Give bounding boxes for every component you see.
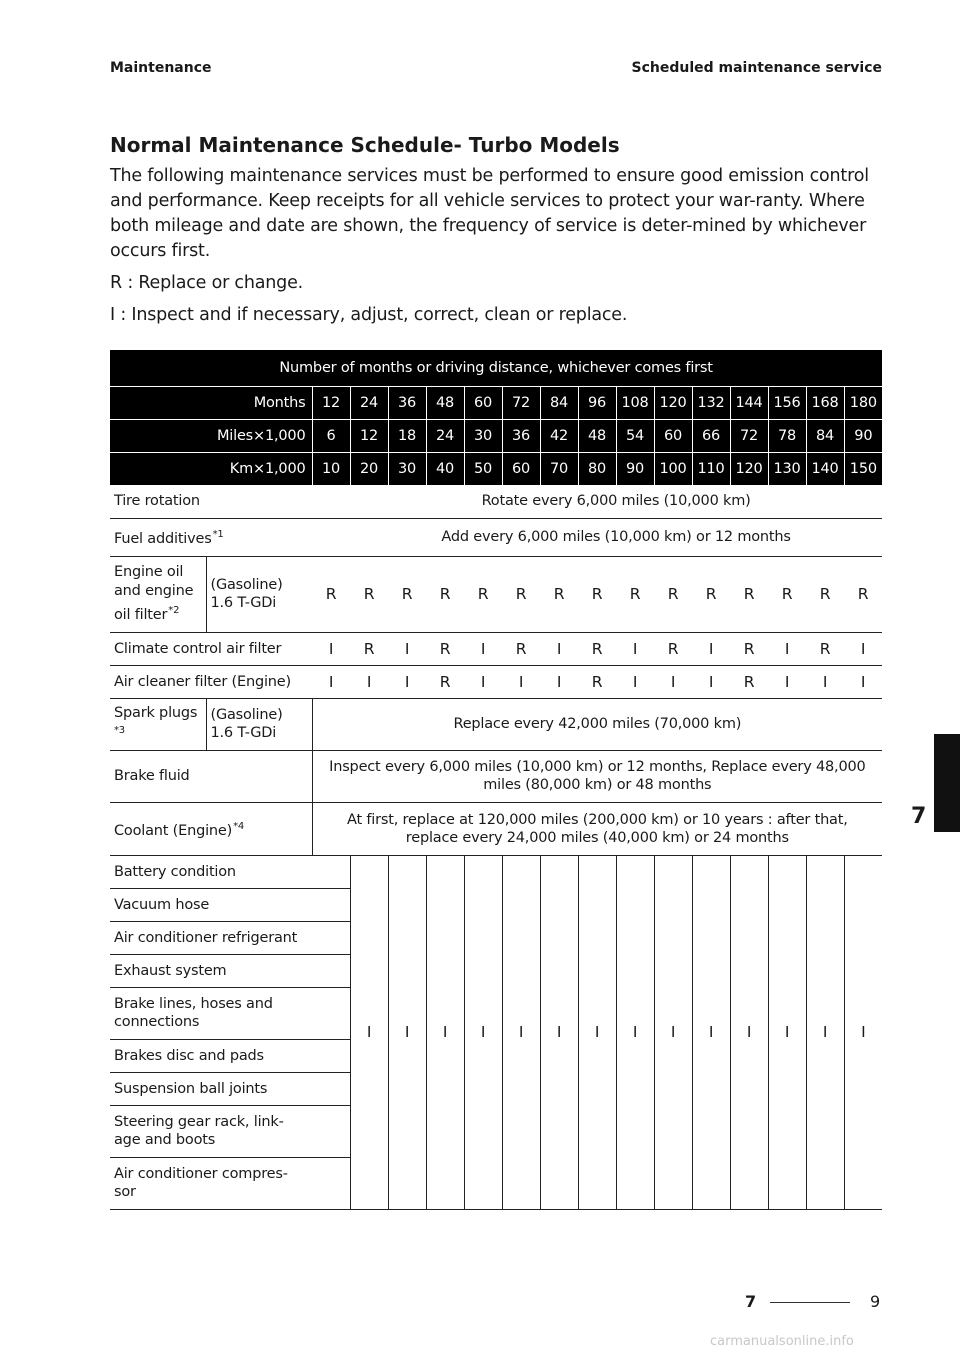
months-cell: 108 (616, 386, 654, 419)
km-cell: 10 (312, 452, 350, 485)
schedule-cell: I (312, 632, 350, 665)
km-cell: 150 (844, 452, 882, 485)
months-cell: 12 (312, 386, 350, 419)
variant-fuel: (Gasoline) (210, 577, 283, 593)
item-brake-lines (110, 987, 350, 1039)
table-row (110, 556, 882, 632)
item-battery: Battery condition (110, 855, 350, 888)
miles-cell: 48 (578, 419, 616, 452)
schedule-cell: I (350, 855, 388, 1209)
item-brake-lines-line: Brake lines, hoses and (114, 996, 273, 1012)
schedule-cell: R (426, 556, 464, 632)
miles-cell: 54 (616, 419, 654, 452)
km-cell: 80 (578, 452, 616, 485)
item-ac-refrigerant: Air conditioner refrigerant (110, 921, 350, 954)
table-row (110, 632, 882, 665)
months-cell: 72 (502, 386, 540, 419)
schedule-cell: R (654, 556, 692, 632)
schedule-cell: I (844, 632, 882, 665)
schedule-cell: R (426, 665, 464, 698)
miles-cell: 18 (388, 419, 426, 452)
variant-engine: 1.6 T-GDi (210, 725, 277, 741)
schedule-cell: I (844, 665, 882, 698)
miles-cell: 6 (312, 419, 350, 452)
item-brakes-disc: Brakes disc and pads (110, 1039, 350, 1072)
item-tire-rotation: Tire rotation (110, 485, 350, 518)
months-cell: 48 (426, 386, 464, 419)
schedule-cell: I (654, 855, 692, 1209)
brake-fluid-line: Inspect every 6,000 miles (10,000 km) or 12 months, Replace every 48,000 (329, 759, 866, 775)
item-brake-lines-line: connections (114, 1014, 200, 1030)
miles-cell: 72 (730, 419, 768, 452)
km-cell: 130 (768, 452, 806, 485)
coolant-line: At first, replace at 120,000 miles (200,000 km) or 10 years : after that, (347, 811, 848, 828)
item-climate-filter: Climate control air filter (110, 632, 312, 665)
km-cell: 90 (616, 452, 654, 485)
footnote-mark: *4 (233, 820, 245, 832)
months-cell: 132 (692, 386, 730, 419)
footer-section-number: 7 (745, 1292, 757, 1311)
coolant-line: replace every 24,000 miles (40,000 km) or 24 months (405, 829, 789, 846)
item-ac-compressor-line: sor (114, 1184, 136, 1200)
miles-row (110, 419, 882, 452)
item-coolant (110, 802, 312, 855)
schedule-cell: I (426, 855, 464, 1209)
watermark: carmanualsonline.info (710, 1334, 854, 1349)
chapter-tab-number: 7 (911, 804, 927, 829)
table-row (110, 698, 882, 750)
miles-label: Miles×1,000 (110, 419, 312, 452)
item-engine-oil-line: Engine oil (114, 564, 184, 580)
km-label: Km×1,000 (110, 452, 312, 485)
months-cell: 84 (540, 386, 578, 419)
schedule-cell: R (844, 556, 882, 632)
schedule-cell: R (806, 556, 844, 632)
schedule-cell: I (616, 855, 654, 1209)
km-cell: 30 (388, 452, 426, 485)
schedule-cell: I (502, 855, 540, 1209)
footnote-mark: *3 (114, 724, 125, 736)
chapter-tab (934, 734, 960, 832)
months-cell: 180 (844, 386, 882, 419)
schedule-cell: I (692, 665, 730, 698)
months-label: Months (110, 386, 312, 419)
miles-cell: 84 (806, 419, 844, 452)
schedule-cell: I (692, 632, 730, 665)
maintenance-schedule-table (110, 350, 882, 1210)
km-cell: 140 (806, 452, 844, 485)
item-spark-plugs (110, 698, 206, 750)
item-ac-compressor (110, 1157, 350, 1209)
item-spark-plugs-label: Spark plugs (114, 704, 198, 721)
miles-cell: 24 (426, 419, 464, 452)
legend-replace: R : Replace or change. (110, 273, 303, 293)
schedule-cell: R (312, 556, 350, 632)
schedule-cell: R (502, 556, 540, 632)
schedule-cell: I (578, 855, 616, 1209)
schedule-cell: I (616, 632, 654, 665)
tire-rotation-interval: Rotate every 6,000 miles (10,000 km) (350, 485, 882, 518)
table-row (110, 802, 882, 855)
miles-cell: 36 (502, 419, 540, 452)
brake-fluid-interval (312, 750, 882, 802)
schedule-cell: I (730, 855, 768, 1209)
schedule-cell: R (768, 556, 806, 632)
table-row (110, 518, 882, 556)
engine-oil-variant (206, 556, 312, 632)
table-top-header: Number of months or driving distance, whichever comes first (110, 350, 882, 386)
table-top-header-row (110, 350, 882, 386)
header-topic: Scheduled maintenance service (631, 60, 882, 76)
km-cell: 70 (540, 452, 578, 485)
item-air-cleaner: Air cleaner filter (Engine) (110, 665, 312, 698)
schedule-cell: I (388, 665, 426, 698)
schedule-cell: R (388, 556, 426, 632)
months-cell: 120 (654, 386, 692, 419)
fuel-additives-interval: Add every 6,000 miles (10,000 km) or 12 months (350, 518, 882, 556)
schedule-cell: R (426, 632, 464, 665)
schedule-cell: I (654, 665, 692, 698)
schedule-cell: I (540, 665, 578, 698)
schedule-cell: R (578, 632, 616, 665)
months-cell: 24 (350, 386, 388, 419)
table-row (110, 750, 882, 802)
table-row (110, 665, 882, 698)
variant-fuel: (Gasoline) (210, 707, 283, 723)
schedule-cell: I (312, 665, 350, 698)
miles-cell: 30 (464, 419, 502, 452)
spark-plugs-interval: Replace every 42,000 miles (70,000 km) (312, 698, 882, 750)
miles-cell: 78 (768, 419, 806, 452)
table-row (110, 485, 882, 518)
item-steering (110, 1105, 350, 1157)
intro-paragraph: The following maintenance services must be performed to ensure good emission control and performance. Keep receipts for all vehicle services to protect your war-ranty. Where both mileage and date are shown, the frequency of service is deter-mined by whichever occurs first. (110, 166, 869, 261)
footer-divider (770, 1302, 850, 1303)
miles-cell: 90 (844, 419, 882, 452)
schedule-cell: R (350, 556, 388, 632)
schedule-cell: R (730, 556, 768, 632)
spark-plugs-variant (206, 698, 312, 750)
km-cell: 20 (350, 452, 388, 485)
footer-page-number: 9 (870, 1292, 881, 1311)
km-cell: 60 (502, 452, 540, 485)
schedule-cell: R (692, 556, 730, 632)
schedule-cell: I (768, 665, 806, 698)
item-steering-line: Steering gear rack, link- (114, 1114, 284, 1130)
brake-fluid-line: miles (80,000 km) or 48 months (483, 777, 712, 793)
km-cell: 110 (692, 452, 730, 485)
schedule-cell: I (464, 855, 502, 1209)
schedule-cell: I (806, 665, 844, 698)
schedule-cell: R (540, 556, 578, 632)
footnote-mark: *2 (168, 605, 180, 616)
schedule-cell: I (540, 632, 578, 665)
schedule-cell: R (350, 632, 388, 665)
months-cell: 96 (578, 386, 616, 419)
item-fuel-additives (110, 518, 350, 556)
schedule-cell: R (806, 632, 844, 665)
table-row (110, 855, 882, 888)
item-brake-fluid: Brake fluid (110, 750, 312, 802)
schedule-cell: I (806, 855, 844, 1209)
schedule-cell: I (464, 632, 502, 665)
item-engine-oil-line: oil filter (114, 607, 168, 623)
schedule-cell: I (464, 665, 502, 698)
legend-inspect: I : Inspect and if necessary, adjust, correct, clean or replace. (110, 305, 628, 325)
item-suspension: Suspension ball joints (110, 1072, 350, 1105)
km-cell: 100 (654, 452, 692, 485)
km-cell: 50 (464, 452, 502, 485)
months-cell: 60 (464, 386, 502, 419)
coolant-interval (312, 802, 882, 855)
schedule-cell: R (730, 665, 768, 698)
schedule-cell: I (768, 855, 806, 1209)
schedule-cell: R (502, 632, 540, 665)
schedule-cell: R (616, 556, 654, 632)
months-cell: 168 (806, 386, 844, 419)
header-section: Maintenance (110, 60, 212, 76)
schedule-cell: R (578, 556, 616, 632)
months-cell: 36 (388, 386, 426, 419)
months-cell: 156 (768, 386, 806, 419)
schedule-cell: R (654, 632, 692, 665)
page-title: Normal Maintenance Schedule- Turbo Models (110, 133, 620, 157)
schedule-cell: I (844, 855, 882, 1209)
schedule-cell: R (464, 556, 502, 632)
item-steering-line: age and boots (114, 1132, 216, 1148)
schedule-cell: I (540, 855, 578, 1209)
months-row (110, 386, 882, 419)
item-vacuum-hose: Vacuum hose (110, 888, 350, 921)
km-cell: 120 (730, 452, 768, 485)
months-cell: 144 (730, 386, 768, 419)
variant-engine: 1.6 T-GDi (210, 595, 277, 611)
item-engine-oil-line: and engine (114, 583, 194, 599)
miles-cell: 66 (692, 419, 730, 452)
schedule-cell: I (692, 855, 730, 1209)
item-ac-compressor-line: Air conditioner compres- (114, 1166, 288, 1182)
intro-text (110, 164, 870, 335)
miles-cell: 12 (350, 419, 388, 452)
item-engine-oil (110, 556, 206, 632)
schedule-cell: I (616, 665, 654, 698)
footnote-mark: *1 (212, 529, 224, 540)
km-row (110, 452, 882, 485)
schedule-cell: I (768, 632, 806, 665)
schedule-cell: I (388, 855, 426, 1209)
miles-cell: 60 (654, 419, 692, 452)
item-coolant-label: Coolant (Engine) (114, 822, 233, 839)
item-fuel-additives-label: Fuel additives (114, 531, 212, 547)
schedule-cell: I (388, 632, 426, 665)
miles-cell: 42 (540, 419, 578, 452)
schedule-cell: R (730, 632, 768, 665)
schedule-cell: R (578, 665, 616, 698)
item-exhaust: Exhaust system (110, 954, 350, 987)
schedule-cell: I (502, 665, 540, 698)
schedule-cell: I (350, 665, 388, 698)
km-cell: 40 (426, 452, 464, 485)
